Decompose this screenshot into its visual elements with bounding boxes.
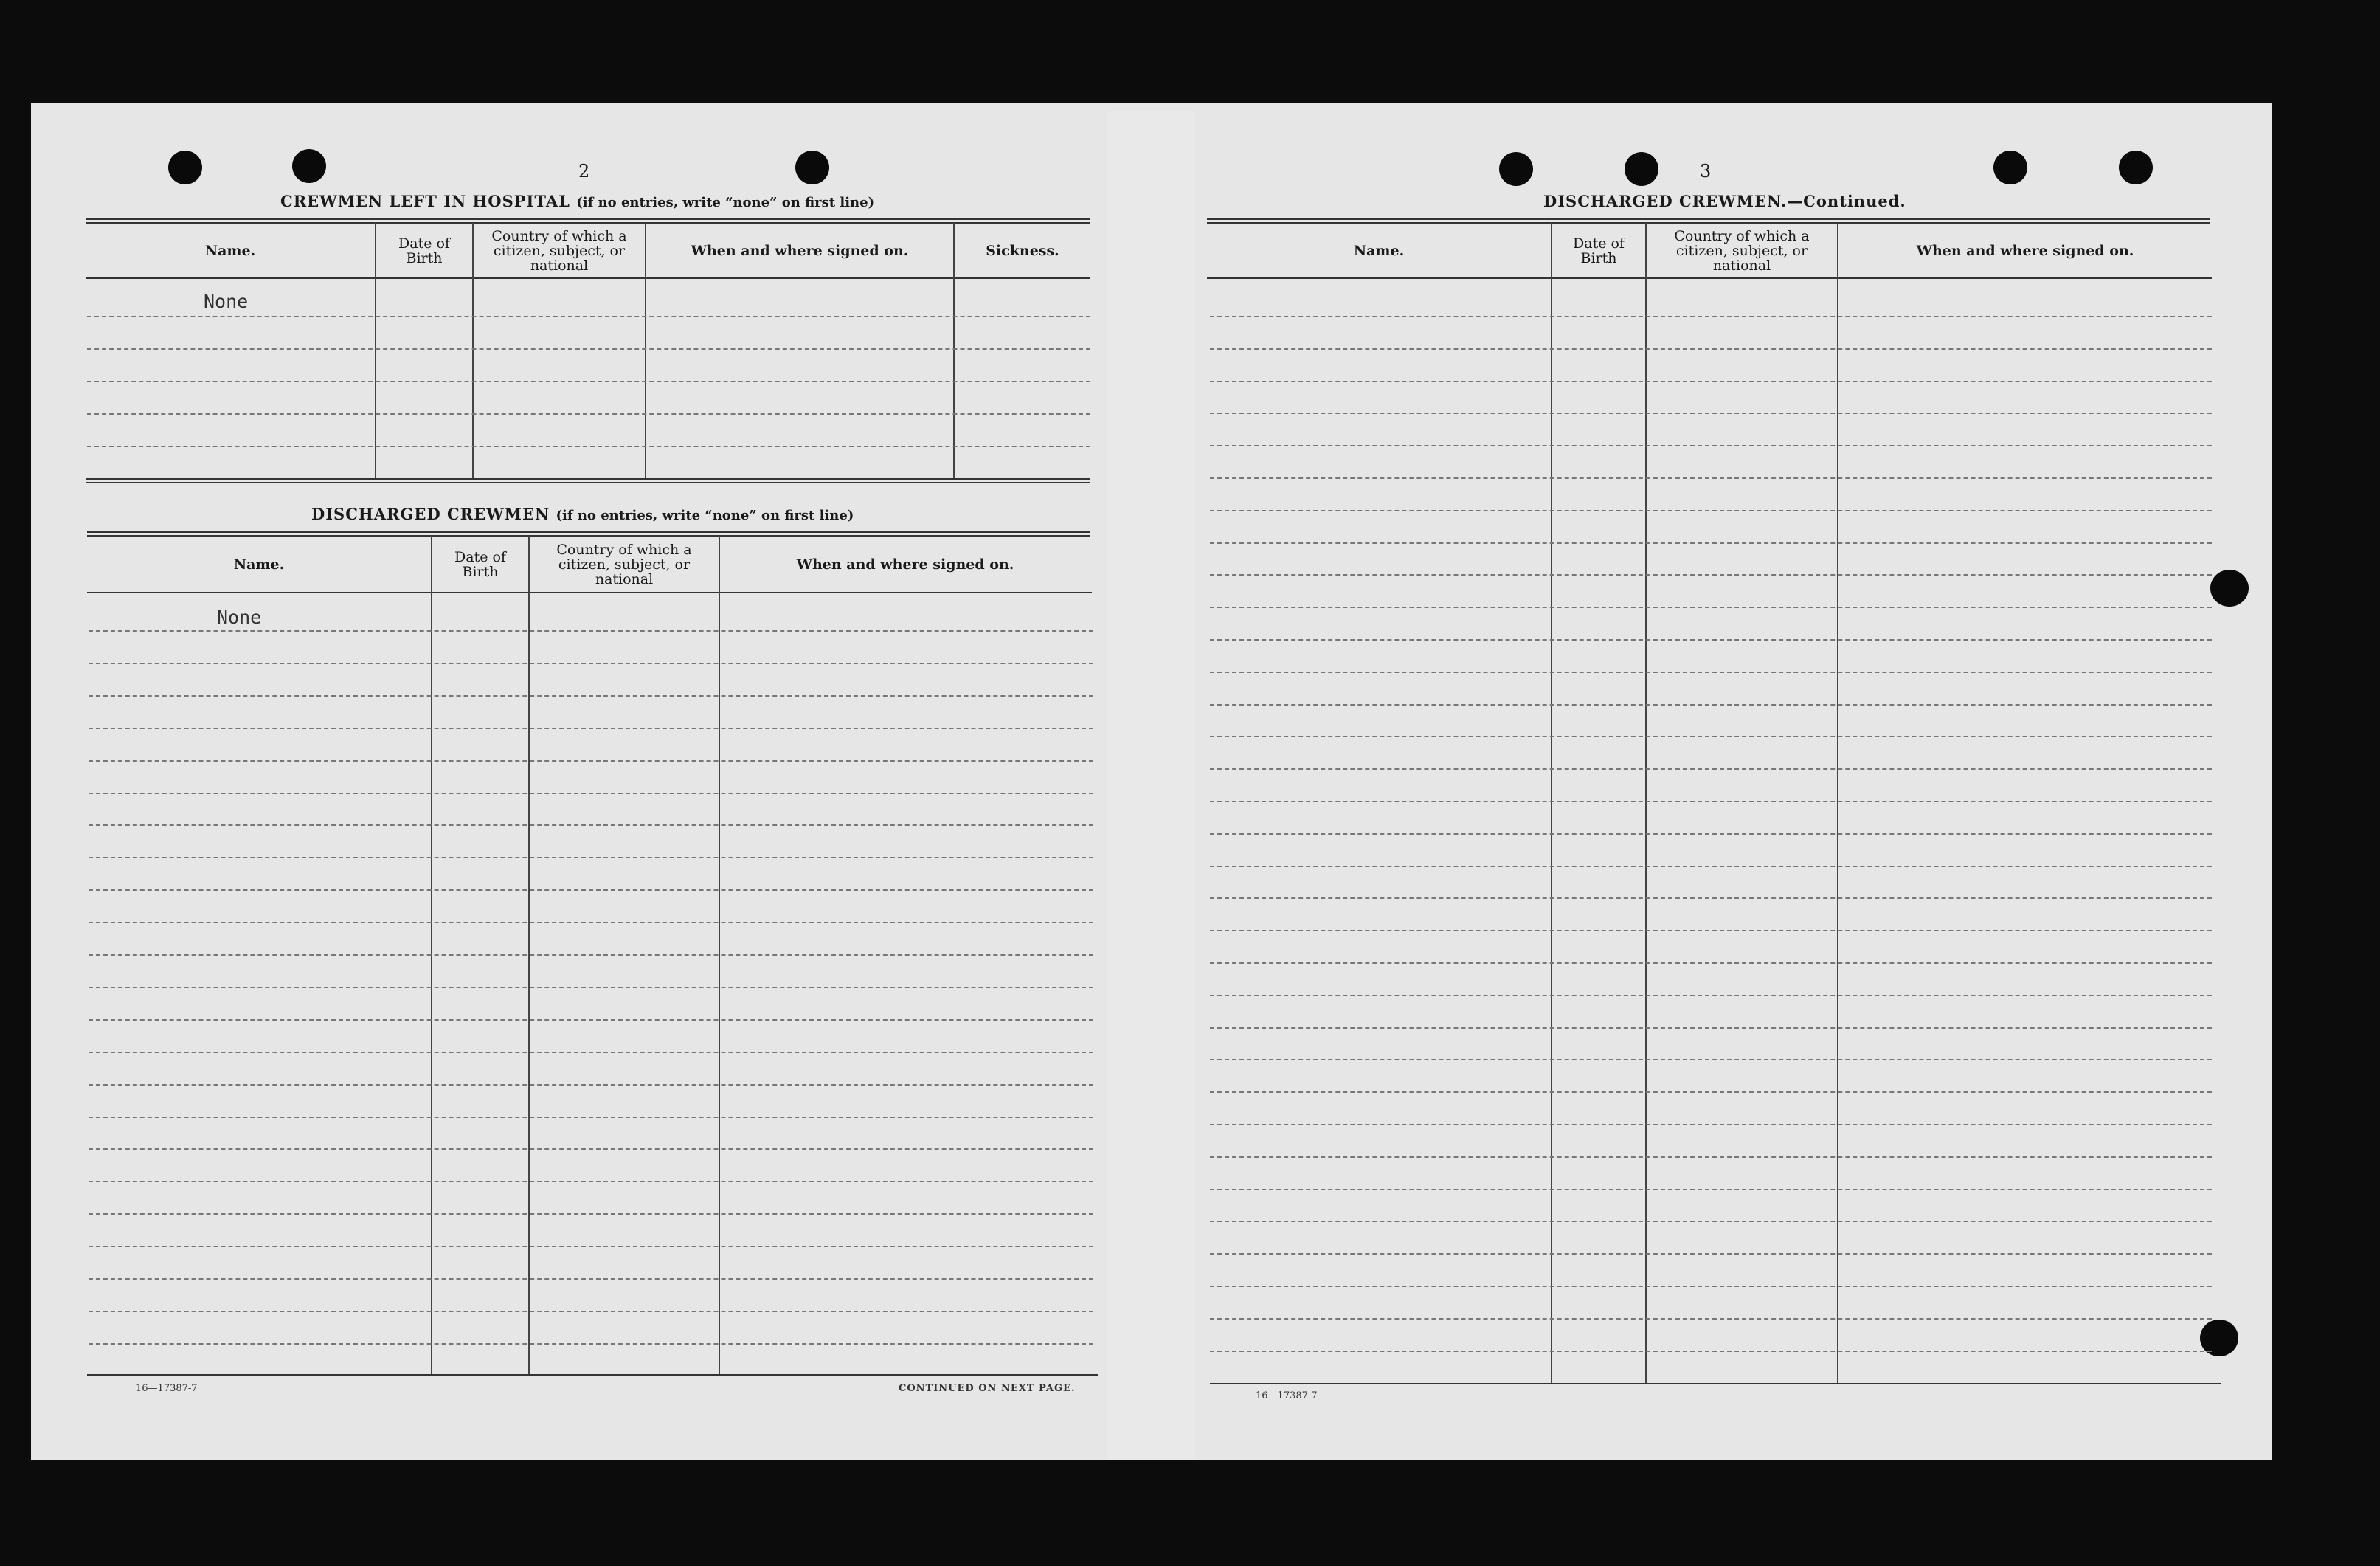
ruled-line xyxy=(1210,1189,2212,1190)
discharged-col-name: Name. xyxy=(233,556,285,573)
form-number: 16—17387-7 xyxy=(136,1383,198,1394)
ruled-line xyxy=(89,889,1093,891)
hospital-top-rule xyxy=(86,218,1090,224)
ruled-line xyxy=(1210,995,2212,996)
ruled-line xyxy=(87,413,1090,415)
ruled-line xyxy=(89,663,1093,664)
ruled-line xyxy=(89,793,1093,794)
page-gutter xyxy=(1107,111,1195,1460)
ruled-line xyxy=(1210,962,2212,964)
ruled-line xyxy=(1210,1221,2212,1222)
ruled-line xyxy=(1210,1253,2212,1255)
ruled-line xyxy=(89,922,1093,923)
ruled-line xyxy=(89,1181,1093,1182)
continued-col-dob: Date of Birth xyxy=(1573,235,1625,266)
ruled-line xyxy=(89,630,1093,632)
ruled-line xyxy=(1210,316,2212,317)
hospital-header-rule xyxy=(86,277,1090,279)
hospital-col-name: Name. xyxy=(204,243,256,260)
ruled-line xyxy=(1210,801,2212,802)
hospital-section-title xyxy=(280,192,874,210)
continued-header-rule xyxy=(1207,277,2212,279)
form-number: 16—17387-7 xyxy=(1256,1390,1318,1401)
punch-hole xyxy=(2210,570,2249,607)
hospital-title-text: CREWMEN LEFT IN HOSPITAL xyxy=(280,192,570,210)
hospital-divider xyxy=(645,223,646,480)
ruled-line xyxy=(89,1052,1093,1053)
ruled-line xyxy=(1210,510,2212,511)
ruled-line xyxy=(1210,704,2212,706)
discharged-divider xyxy=(719,536,720,1376)
punch-hole xyxy=(1625,152,1658,186)
ruled-line xyxy=(1210,768,2212,770)
discharged-divider xyxy=(431,536,432,1376)
hospital-divider xyxy=(375,223,376,480)
continued-divider xyxy=(1551,223,1552,1383)
discharged-bottom-rule xyxy=(87,1374,1098,1376)
ruled-line xyxy=(1210,833,2212,835)
continued-divider xyxy=(1837,223,1838,1383)
page-number: 3 xyxy=(1700,161,1712,182)
ruled-line xyxy=(1210,477,2212,479)
ruled-line xyxy=(1210,930,2212,931)
punch-hole xyxy=(292,149,326,183)
ruled-line xyxy=(1210,897,2212,899)
ruled-line xyxy=(1210,672,2212,673)
ruled-line xyxy=(89,1019,1093,1021)
ruled-line xyxy=(89,1084,1093,1086)
ruled-line xyxy=(1210,1091,2212,1093)
ruled-line xyxy=(87,446,1090,447)
hospital-col-country: Country of which a citizen, subject, or national xyxy=(491,228,627,274)
ruled-line xyxy=(1210,639,2212,641)
continued-bottom-rule xyxy=(1210,1383,2221,1384)
ruled-line xyxy=(1210,1059,2212,1060)
ruled-line xyxy=(1210,413,2212,414)
continued-top-rule xyxy=(1207,218,2210,224)
ruled-line xyxy=(89,987,1093,988)
continued-col-signed: When and where signed on. xyxy=(1916,243,2134,260)
punch-hole xyxy=(795,151,829,184)
hospital-divider xyxy=(953,223,955,480)
ruled-line xyxy=(87,316,1090,317)
discharged-col-dob: Date of Birth xyxy=(454,549,506,580)
discharged-header-rule xyxy=(87,592,1092,593)
ruled-line xyxy=(1210,445,2212,446)
continued-col-country: Country of which a citizen, subject, or national xyxy=(1674,228,1810,274)
ruled-line xyxy=(1210,1156,2212,1158)
ruled-line xyxy=(89,1117,1093,1118)
hospital-col-sickness: Sickness. xyxy=(986,243,1059,260)
discharged-title-text: DISCHARGED CREWMEN xyxy=(311,505,550,523)
ruled-line xyxy=(89,728,1093,729)
ruled-line xyxy=(89,1246,1093,1247)
ruled-line xyxy=(89,1278,1093,1280)
ruled-line xyxy=(89,857,1093,858)
discharged-title-instruction: (if no entries, write “none” on first line) xyxy=(556,508,854,523)
right-page xyxy=(1157,103,2272,1460)
hospital-divider xyxy=(472,223,474,480)
ruled-line xyxy=(1210,1027,2212,1029)
hospital-title-instruction: (if no entries, write “none” on first line) xyxy=(576,195,875,210)
discharged-divider xyxy=(528,536,530,1376)
discharged-col-country: Country of which a citizen, subject, or national xyxy=(556,542,692,587)
ruled-line xyxy=(1210,1286,2212,1287)
ruled-line xyxy=(89,954,1093,956)
ruled-line xyxy=(89,1343,1093,1345)
discharged-col-signed: When and where signed on. xyxy=(796,556,1014,573)
ruled-line xyxy=(1210,542,2212,544)
hospital-bottom-rule xyxy=(86,478,1090,483)
discharged-entry-name: None xyxy=(217,607,262,628)
hospital-col-dob: Date of Birth xyxy=(398,235,450,266)
punch-hole xyxy=(1993,151,2027,184)
hospital-entry-name: None xyxy=(204,291,249,312)
continued-section-title: DISCHARGED CREWMEN.—Continued. xyxy=(1543,192,1906,210)
continued-divider xyxy=(1645,223,1647,1383)
punch-hole xyxy=(2119,151,2153,184)
ruled-line xyxy=(1210,607,2212,608)
ruled-line xyxy=(89,695,1093,697)
ruled-line xyxy=(87,381,1090,382)
discharged-top-rule xyxy=(87,531,1090,537)
ruled-line xyxy=(89,1213,1093,1215)
ruled-line xyxy=(1210,736,2212,737)
continued-note: CONTINUED ON NEXT PAGE. xyxy=(899,1383,1076,1394)
ruled-line xyxy=(1210,574,2212,576)
left-page xyxy=(31,103,1160,1460)
ruled-line xyxy=(87,348,1090,350)
ruled-line xyxy=(1210,866,2212,867)
ruled-line xyxy=(89,824,1093,826)
ruled-line xyxy=(89,760,1093,762)
ruled-line xyxy=(89,1311,1093,1312)
ruled-line xyxy=(1210,1124,2212,1125)
page-number: 2 xyxy=(578,161,590,182)
ruled-line xyxy=(1210,348,2212,350)
punch-hole xyxy=(1499,152,1533,186)
ruled-line xyxy=(1210,1318,2212,1320)
punch-hole xyxy=(168,151,202,184)
ruled-line xyxy=(1210,1351,2212,1352)
continued-col-name: Name. xyxy=(1353,243,1405,260)
ruled-line xyxy=(89,1148,1093,1150)
ruled-line xyxy=(1210,381,2212,382)
discharged-section-title xyxy=(311,505,854,523)
hospital-col-signed: When and where signed on. xyxy=(691,243,909,260)
